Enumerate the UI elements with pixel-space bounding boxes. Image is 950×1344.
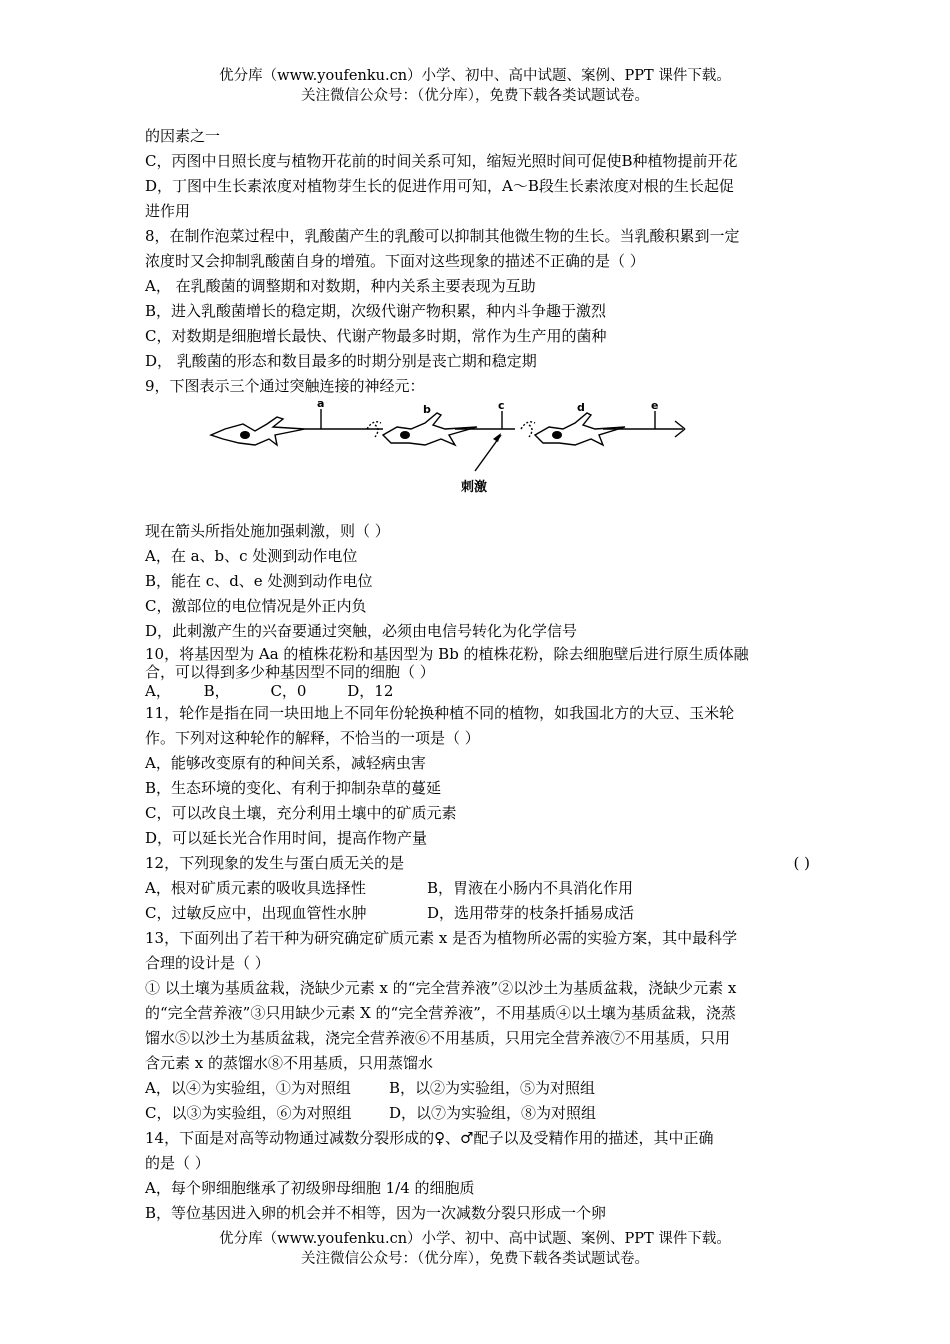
- option-12a: A，根对矿质元素的吸收具选择性: [145, 879, 366, 897]
- text-line: 进作用: [145, 202, 191, 220]
- question-9: 9，下图表示三个通过突触连接的神经元：: [145, 377, 425, 395]
- neuron-diagram: [145, 399, 810, 519]
- nucleus-3: [552, 431, 562, 439]
- option-12b: B，胃液在小肠内不具消化作用: [427, 879, 634, 897]
- question-11: 11，轮作是指在同一块田地上不同年份轮换种植不同的植物，如我国北方的大豆、玉米轮: [145, 704, 735, 722]
- option-13d: D，以⑦为实验组，⑧为对照组: [389, 1104, 597, 1122]
- option-13b: B，以②为实验组，⑤为对照组: [389, 1079, 596, 1097]
- question-8-cont: 浓度时又会抑制乳酸菌自身的增殖。下面对这些现象的描述不正确的是（ ）: [145, 252, 645, 270]
- option-12d: D，选用带芽的枝条扦插易成活: [427, 904, 635, 922]
- question-13-options-4: 含元素 x 的蒸馏水⑧不用基质，只用蒸馏水: [145, 1054, 433, 1072]
- options-12-row1: [145, 876, 810, 901]
- label-stimulus: 刺激: [461, 480, 488, 495]
- synapse-2: [521, 422, 535, 429]
- footer-line-1: 优分库（www.youfenku.cn）小学、初中、高中试题、案例、PPT 课件下载。: [219, 1231, 731, 1247]
- option-11c: C，可以改良土壤，充分利用土壤中的矿质元素: [145, 804, 457, 822]
- question-13-cont: 合理的设计是（ ）: [145, 954, 270, 972]
- question-10-cont: 合，可以得到多少种基因型不同的细胞（ ）: [145, 663, 435, 681]
- label-d: d: [577, 401, 585, 414]
- page-header: [0, 66, 950, 106]
- header-line-2: 关注微信公众号：（优分库），免费下载各类试题试卷。: [301, 88, 649, 104]
- options-13-row1: [145, 1076, 810, 1101]
- options-10: [145, 681, 810, 701]
- option-9b: B，能在 c、d、e 处测到动作电位: [145, 572, 373, 590]
- option-10c: C，0: [270, 682, 307, 700]
- label-c: c: [498, 399, 505, 412]
- synapse-2-knob: [529, 425, 532, 437]
- option-8b: B，进入乳酸菌增长的稳定期，次级代谢产物积累，种内斗争趣于激烈: [145, 302, 607, 320]
- question-14-cont: 的是（ ）: [145, 1154, 210, 1172]
- axon-3-end-1: [675, 421, 685, 429]
- question-10: 10，将基因型为 Aa 的植株花粉和基因型为 Bb 的植株花粉，除去细胞壁后进行原生质体融: [145, 645, 749, 663]
- option-13c: C，以③为实验组，⑥为对照组: [145, 1104, 352, 1122]
- question-14: 14，下面是对高等动物通过减数分裂形成的♀、♂配子以及受精作用的描述，其中正确: [145, 1129, 714, 1147]
- option-14b: B，等位基因进入卵的机会并不相等，因为一次减数分裂只形成一个卵: [145, 1204, 607, 1222]
- option-13a: A，以④为实验组，①为对照组: [145, 1079, 351, 1097]
- text-line: C，丙图中日照长度与植物开花前的时间关系可知，缩短光照时间可促使B种植物提前开花: [145, 152, 738, 170]
- option-8d: D， 乳酸菌的形态和数目最多的时期分别是丧亡期和稳定期: [145, 352, 537, 370]
- document-body: [145, 124, 810, 1226]
- option-11b: B，生态环境的变化、有利于抑制杂草的蔓延: [145, 779, 442, 797]
- neuron-1-body: [211, 417, 305, 445]
- synapse-1: [367, 422, 381, 429]
- label-e: e: [651, 399, 659, 412]
- question-13-options-3: 馏水⑤以沙土为基质盆栽，浇完全营养液⑥不用基质，只用完全营养液⑦不用基质，只用: [145, 1029, 731, 1047]
- question-13-options-2: 的“完全营养液”③只用缺少元素 X 的“完全营养液”，不用基质④以土壤为基质盆栽，浇蒸: [145, 1004, 736, 1022]
- axon-3-end-2: [675, 429, 685, 437]
- text-line: D，丁图中生长素浓度对植物芽生长的促进作用可知，A～B段生长素浓度对根的生长起促: [145, 177, 734, 195]
- option-8c: C，对数期是细胞增长最快、代谢产物最多时期，常作为生产用的菌种: [145, 327, 607, 345]
- nucleus-1: [240, 431, 250, 439]
- question-12: [145, 851, 810, 876]
- label-a: a: [317, 399, 325, 410]
- question-11-cont: 作。下列对这种轮作的解释，不恰当的一项是（ ）: [145, 729, 480, 747]
- neuron-diagram-svg: [205, 399, 695, 517]
- text-line: 的因素之一: [145, 127, 221, 145]
- options-12-row2: [145, 901, 810, 926]
- page-footer: [0, 1229, 950, 1269]
- option-11a: A，能够改变原有的种间关系，减轻病虫害: [145, 754, 426, 772]
- question-8: 8，在制作泡菜过程中，乳酸菌产生的乳酸可以抑制其他微生物的生长。当乳酸积累到一定: [145, 227, 740, 245]
- header-line-1: 优分库（www.youfenku.cn）小学、初中、高中试题、案例、PPT 课件下载。: [219, 68, 731, 84]
- option-9c: C，激部位的电位情况是外正内负: [145, 597, 367, 615]
- option-12c: C，过敏反应中，出现血管性水肿: [145, 904, 367, 922]
- label-b: b: [423, 403, 431, 416]
- question-13-options-1: ① 以土壤为基质盆栽，浇缺少元素 x 的“完全营养液”②以沙土为基质盆栽，浇缺少元素 x: [145, 979, 737, 997]
- option-9d: D，此刺激产生的兴奋要通过突触，必须由电信号转化为化学信号: [145, 622, 578, 640]
- option-9a: A，在 a、b、c 处测到动作电位: [145, 547, 358, 565]
- option-10b: B，: [203, 682, 230, 700]
- option-11d: D，可以延长光合作用时间，提高作物产量: [145, 829, 428, 847]
- synapse-1-knob: [375, 425, 378, 437]
- options-13-row2: [145, 1101, 810, 1126]
- option-10a: A，: [145, 682, 171, 700]
- question-9-cont: 现在箭头所指处施加强刺激，则（ ）: [145, 522, 390, 540]
- option-8a: A， 在乳酸菌的调整期和对数期，种内关系主要表现为互助: [145, 277, 536, 295]
- option-10d: D，12: [347, 682, 394, 700]
- question-12-text: 12，下列现象的发生与蛋白质无关的是: [145, 854, 405, 872]
- question-12-paren: ( ): [793, 854, 810, 872]
- nucleus-2: [400, 431, 410, 439]
- footer-line-2: 关注微信公众号：（优分库），免费下载各类试题试卷。: [301, 1251, 649, 1267]
- question-13: 13，下面列出了若干种为研究确定矿质元素 x 是否为植物所必需的实验方案，其中最科学: [145, 929, 738, 947]
- option-14a: A，每个卵细胞继承了初级卵母细胞 1/4 的细胞质: [145, 1179, 475, 1197]
